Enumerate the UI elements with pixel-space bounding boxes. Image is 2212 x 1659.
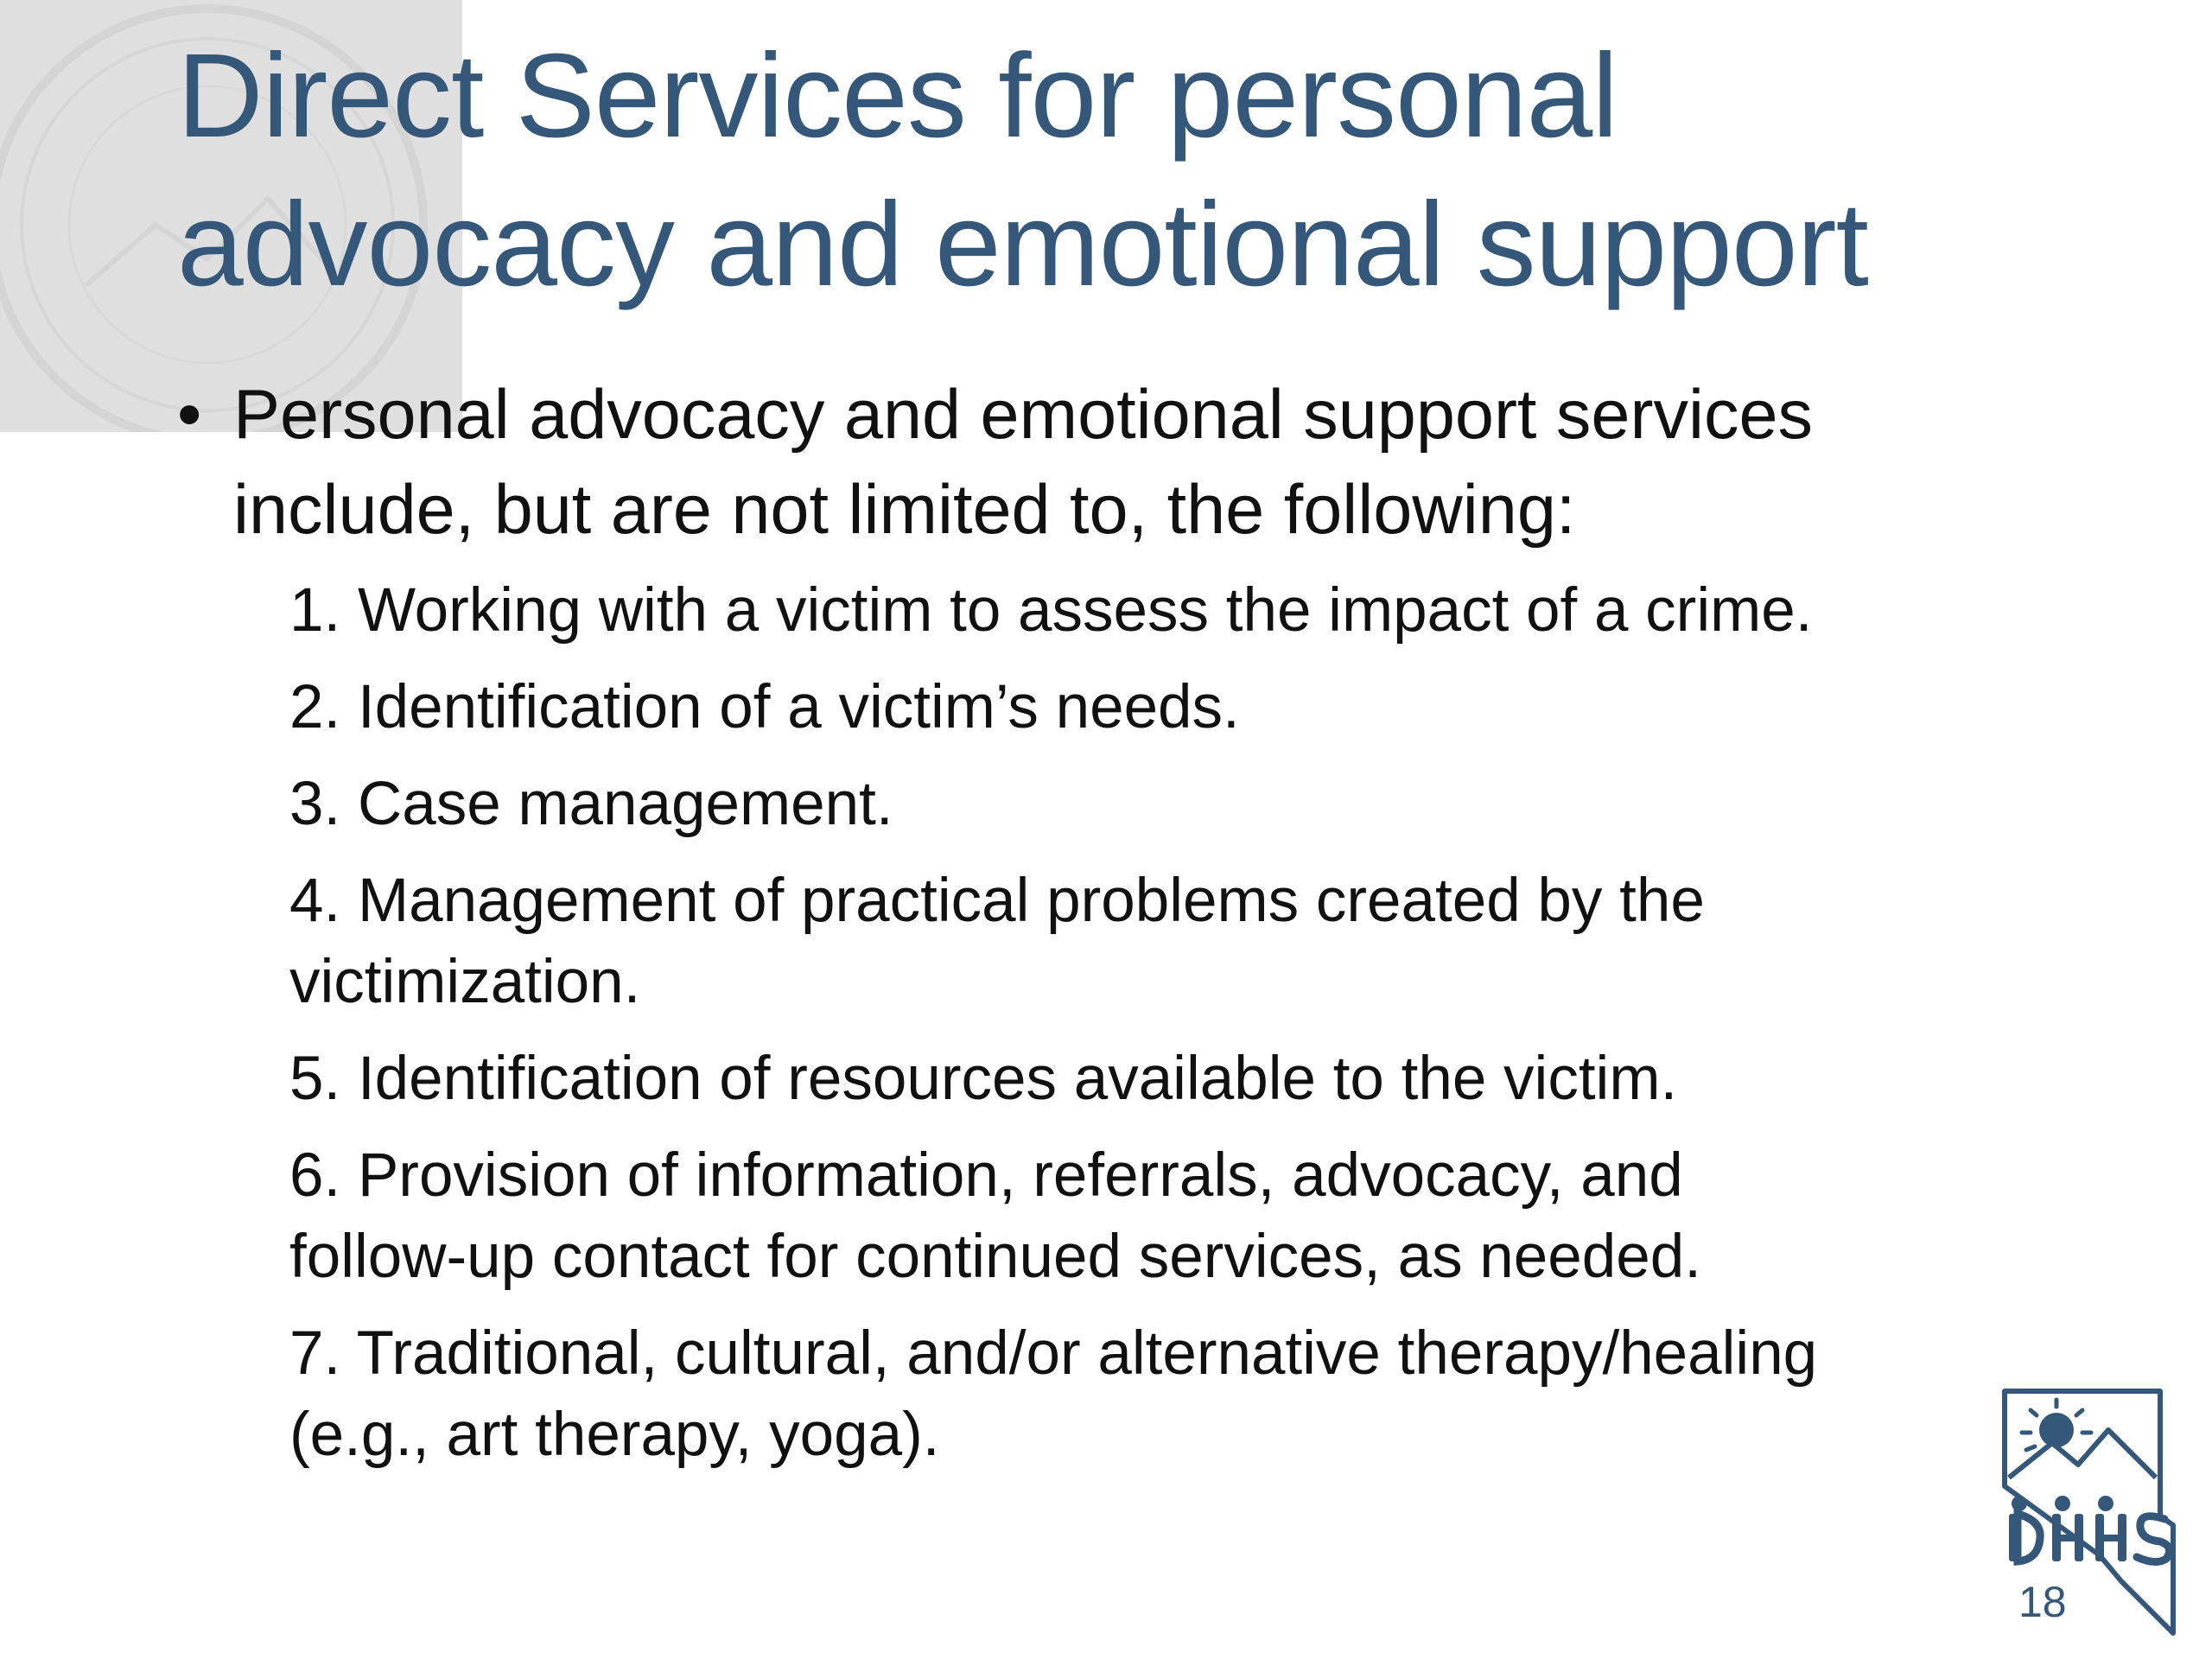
list-item-line: 6. Provision of information, referrals, advocacy, and	[289, 1141, 1683, 1210]
list-item	[289, 667, 2104, 748]
page-number: 18	[2013, 1577, 2072, 1627]
list-item	[289, 1135, 2104, 1298]
list-item-line: 2. Identification of a victim’s needs.	[289, 673, 1240, 741]
list-item-line: 5. Identification of resources available to the victim.	[289, 1045, 1678, 1113]
list-item-line: 3. Case management.	[289, 770, 893, 838]
bullet-text	[233, 367, 2091, 557]
list-item-line: 1. Working with a victim to assess the impact of a crime.	[289, 576, 1813, 645]
bullet-marker: •	[177, 376, 202, 454]
slide-title	[177, 22, 2078, 319]
bullet-line: Personal advocacy and emotional support services	[233, 376, 1813, 454]
bullet-line: include, but are not limited to, the following:	[233, 471, 1576, 549]
list-item-line: (e.g., art therapy, yoga).	[289, 1401, 940, 1469]
list-item-line: 7. Traditional, cultural, and/or alternative therapy/healing	[289, 1319, 1818, 1388]
list-item	[289, 1313, 2104, 1476]
list-item	[289, 764, 2104, 845]
numbered-list	[289, 570, 2104, 1491]
list-item-line: 4. Management of practical problems created by the	[289, 867, 1705, 935]
list-item	[289, 1039, 2104, 1120]
title-line: Direct Services for personal	[177, 29, 1618, 162]
title-line: advocacy and emotional support	[177, 178, 1868, 311]
list-item	[289, 570, 2104, 652]
list-item-line: follow-up contact for continued services, as needed.	[289, 1223, 1701, 1291]
list-item-line: victimization.	[289, 948, 641, 1016]
list-item	[289, 861, 2104, 1023]
